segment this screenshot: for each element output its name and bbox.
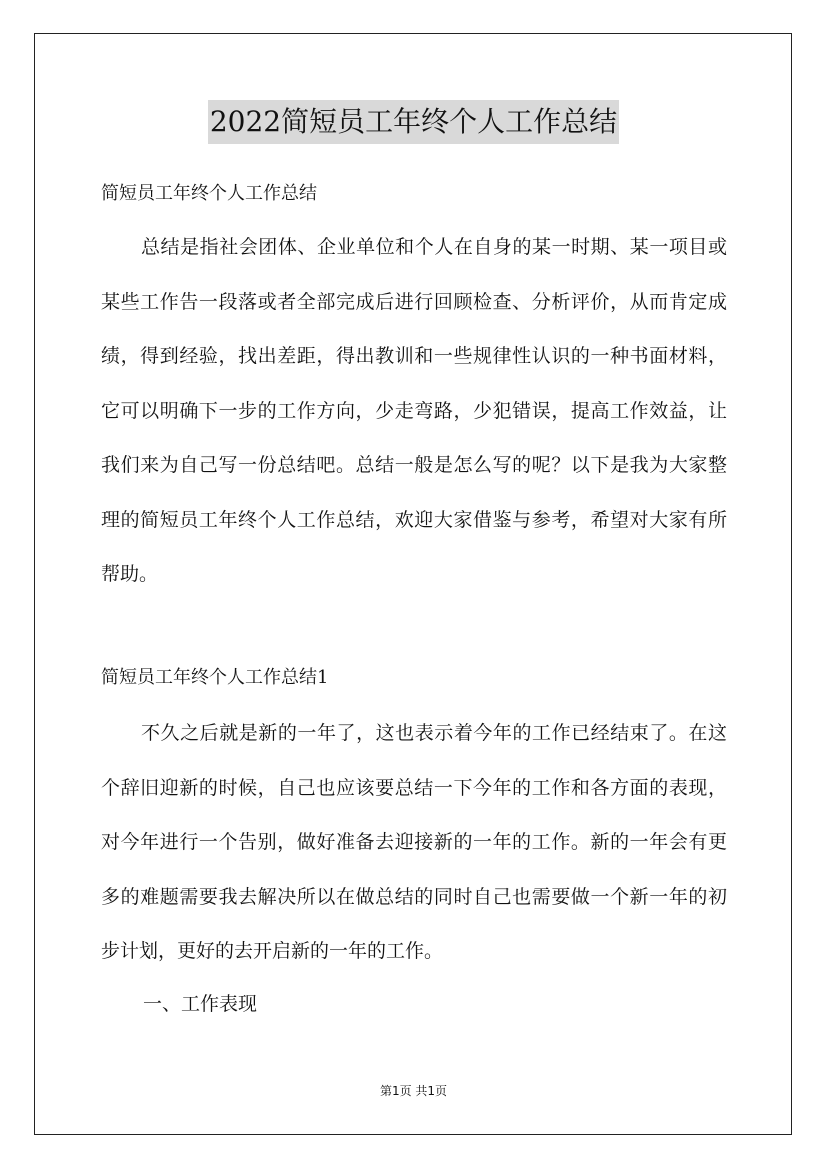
- section1-paragraph: 不久之后就是新的一年了，这也表示着今年的工作已经结束了。在这个辞旧迎新的时候，自己也应该要总结一下今年的工作和各方面的表现，对今年进行一个告别，做好准备去迎接新的一年的工作。新的一年会有更多的难题需要我去解决所以在做总结的同时自己也需要做一个新一年的初步计划，更好的去开启新的一年的工作。: [101, 722, 727, 962]
- section-heading-intro: 简短员工年终个人工作总结: [101, 183, 317, 204]
- page-footer: 第1页 共1页: [379, 1084, 448, 1098]
- document-title: 2022简短员工年终个人工作总结: [208, 100, 619, 144]
- section-heading-1: 简短员工年终个人工作总结1: [101, 667, 329, 688]
- intro-paragraph: 总结是指社会团体、企业单位和个人在自身的某一时期、某一项目或某些工作告一段落或者全部完成后进行回顾检查、分析评价，从而肯定成绩，得到经验，找出差距，得出教训和一些规律性认识的一种书面材料，它可以明确下一步的工作方向，少走弯路，少犯错误，提高工作效益，让我们来为自己写一份总结吧。总结一般是怎么写的呢？以下是我为大家整理的简短员工年终个人工作总结，欢迎大家借鉴与参考，希望对大家有所帮助。: [101, 236, 727, 585]
- subsection-heading: 一、工作表现: [143, 993, 258, 1015]
- title-container: [0, 100, 827, 144]
